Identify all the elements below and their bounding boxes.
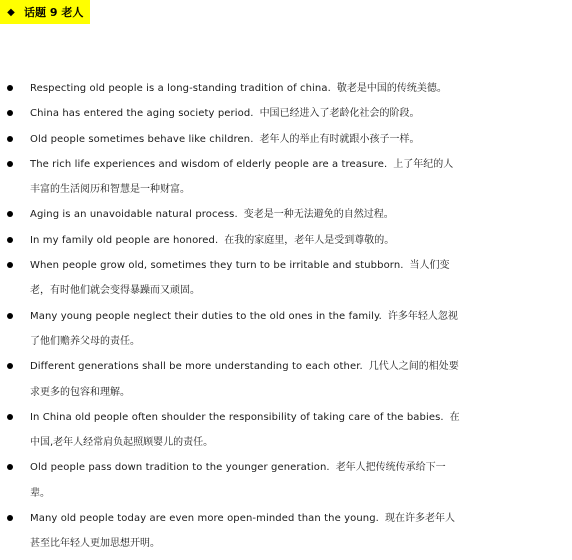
english-sentence: Respecting old people is a long-standing tradition of china. (30, 83, 331, 94)
english-sentence: Old people sometimes behave like children. (30, 133, 254, 145)
list-item (0, 304, 460, 355)
english-sentence: Many young people neglect their duties to the old ones in the family. (30, 310, 382, 322)
chinese-translation: 当人们变老，有时他们就会变得暴躁而又顽固。 (30, 260, 450, 297)
english-sentence: Many old people today are even more open-minded than the young. (30, 513, 379, 525)
chinese-translation: 敬老是中国的传统美德。 (336, 83, 447, 94)
topic-heading (0, 0, 90, 24)
list-item (0, 202, 460, 227)
bullet-icon (7, 211, 13, 217)
english-sentence: In China old people often shoulder the responsibility of taking care of the babies. (30, 411, 444, 423)
bullet-icon (7, 313, 13, 319)
chinese-translation: 在我的家庭里，老年人是受到尊敬的。 (224, 234, 395, 246)
bullet-icon (7, 110, 13, 116)
bullet-icon (7, 363, 13, 369)
sentence-list (0, 76, 572, 557)
list-item (0, 127, 460, 152)
list-item (0, 506, 460, 557)
chinese-translation: 老年人的举止有时就跟小孩子一样。 (259, 133, 420, 145)
bullet-icon (7, 85, 13, 91)
english-sentence: Aging is an unavoidable natural process. (30, 209, 238, 221)
list-item (0, 76, 460, 101)
english-sentence: In my family old people are honored. (30, 234, 219, 246)
list-item (0, 253, 460, 304)
bullet-icon (7, 515, 13, 521)
english-sentence: The rich life experiences and wisdom of elderly people are a treasure. (30, 158, 388, 170)
diamond-bullet-icon: ◆ (7, 6, 15, 18)
list-item (0, 152, 460, 203)
chinese-translation: 现在许多老年人甚至比年轻人更加思想开明。 (30, 513, 455, 550)
bullet-icon (7, 136, 13, 142)
chinese-translation: 中国已经进入了老龄化社会的阶段。 (259, 108, 420, 120)
list-item (0, 101, 460, 126)
english-sentence: China has entered the aging society period. (30, 108, 254, 120)
chinese-translation: 几代人之间的相处要求更多的包容和理解。 (30, 361, 459, 398)
bullet-icon (7, 414, 13, 420)
chinese-translation: 许多年轻人忽视了他们赡养父母的责任。 (30, 310, 458, 347)
list-item (0, 228, 460, 253)
chinese-translation: 上了年纪的人丰富的生活阅历和智慧是一种财富。 (30, 158, 454, 196)
english-sentence: Old people pass down tradition to the younger generation. (30, 462, 330, 474)
bullet-icon (7, 161, 13, 167)
chinese-translation: 变老是一种无法避免的自然过程。 (243, 209, 394, 221)
list-item (0, 405, 460, 456)
list-item (0, 455, 460, 506)
chinese-translation: 在中国,老年人经常肩负起照顾婴儿的责任。 (30, 411, 460, 449)
topic-title: 话题 9 老人 (24, 6, 84, 19)
bullet-icon (7, 262, 13, 268)
english-sentence: Different generations shall be more understanding to each other. (30, 361, 363, 373)
bullet-icon (7, 237, 13, 243)
english-sentence: When people grow old, sometimes they turn to be irritable and stubborn. (30, 260, 404, 272)
list-item (0, 354, 460, 405)
chinese-translation: 老年人把传统传承给下一辈。 (30, 462, 446, 499)
bullet-icon (7, 464, 13, 470)
